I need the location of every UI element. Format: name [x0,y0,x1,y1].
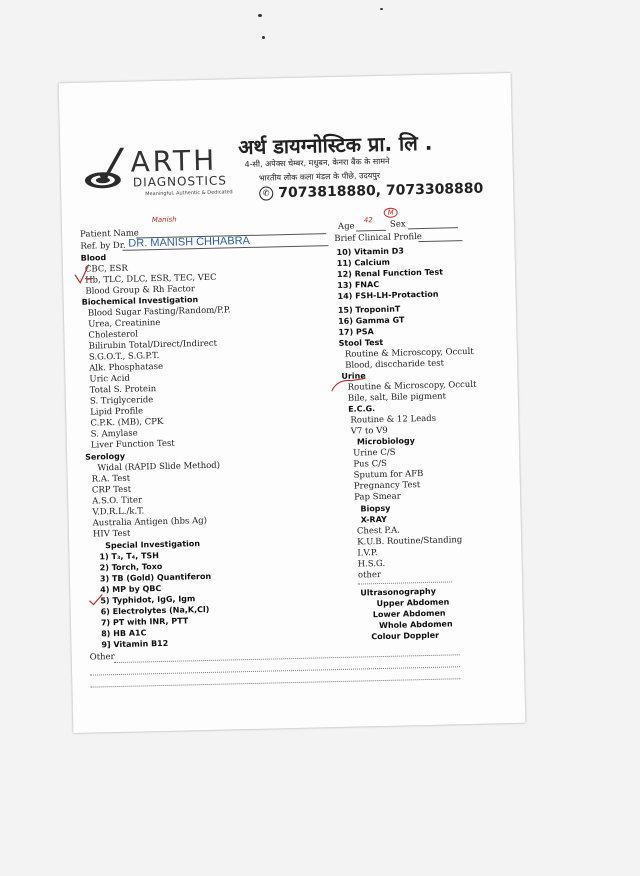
serology-item: HIV Test [92,528,131,540]
other-label: Other [89,652,115,663]
micro-item: Sputum for AFB [353,469,424,481]
special-item: 7) PT with INR, PTT [100,616,189,628]
biochem-item: Cholesterol [88,329,139,341]
ref-label: Ref. by Dr. [80,240,126,252]
xray-section-title: X-RAY [360,514,387,525]
usg-item: Colour Doppler [371,630,440,642]
address-line-1: 4-सी, अपेक्स चेम्बर, मधुबन, केनरा बैंक के सामने [244,156,390,170]
micro-item: Urine C/S [353,447,396,459]
blood-item: CBC, ESR [84,263,128,275]
patient-name-handwritten: Manish [151,215,177,225]
biochem-section-title: Biochemical Investigation [81,295,199,307]
phone-row [259,178,483,202]
blood-item: Blood Group & Rh Factor [85,284,196,297]
ecg-section-title: E.C.G. [348,404,376,414]
numbered-item: 15) TroponinT [337,304,401,315]
blood-item: Hb, TLC, DLC, ESR, TEC, VEC [85,272,217,286]
clinical-profile-line [418,240,462,242]
blood-section-title: Blood [80,253,107,263]
phone-icon: ✆ [259,186,273,200]
scan-speck [258,14,262,17]
stool-item: Routine & Microscopy, Occult [344,346,474,360]
biochem-item: Total S. Protein [89,384,157,396]
usg-section-title: Ultrasonography [360,586,436,598]
sex-label: Sex [389,219,406,230]
red-tick-mark-icon [73,262,96,288]
sex-line [408,227,458,229]
other-dotted-line [90,678,460,687]
logo-name: ARTH [130,143,218,179]
biochem-item: Alk. Phosphatase [89,361,164,374]
biochem-item: C.P.K. (MB), CPK [90,416,164,429]
other-dotted-line [90,666,460,675]
xray-dotted-line [358,581,452,584]
xray-item: Chest P.A. [356,525,401,537]
scan-speck [380,8,383,10]
urine-item: Routine & Microscopy, Occult [347,379,477,393]
ref-doctor-stamp: DR. MANISH CHHABRA [128,234,251,250]
serology-item: V.D.R.L./k.T. [92,506,145,518]
biochem-item: S. Triglyceride [89,395,154,407]
numbered-item: 17) PSA [338,327,374,337]
micro-item: Pap Smear [354,491,401,503]
special-item: 2) Torch, Toxo [99,561,163,573]
numbered-item: 13) FNAC [337,279,380,290]
microbiology-section-title: Microbiology [356,436,416,447]
urine-section-title: Urine [341,371,366,381]
serology-item: Australia Antigen (hbs Ag) [92,515,208,529]
xray-item: other [357,570,382,581]
age-handwritten: 42 [363,216,373,225]
serology-item: A.S.O. Titer [92,495,143,507]
special-item: 1) T₃, T₄, TSH [99,551,160,562]
sex-handwritten: M [384,208,398,218]
numbered-item: 10) Vitamin D3 [336,246,405,257]
clinical-profile-label: Brief Clinical Profile [334,232,422,244]
patient-name-label: Patient Name [80,228,139,240]
numbered-item: 11) Calcium [336,257,391,268]
micro-item: Pregnancy Test [353,480,421,492]
phone-numbers: 7073818880, 7073308880 [278,180,484,202]
target-logo-icon [80,142,133,195]
biochem-item: Urea, Creatinine [88,317,161,330]
serology-item: R.A. Test [91,473,131,485]
stool-section-title: Stool Test [338,337,384,348]
special-item: 4) MP by QBC [100,584,162,595]
biochem-item: Liver Function Test [90,438,175,451]
biochem-item: Blood Sugar Fasting/Random/P.P. [87,305,231,319]
usg-item: Whole Abdomen [378,619,453,631]
stool-item: Blood, discchari​de test [345,358,445,371]
special-item: 6) Electrolytes (Na,K,Cl) [100,604,210,617]
xray-item: H.S.G. [357,558,386,570]
age-line [356,230,386,232]
logo-tagline: Meaningful, Authentic & Dedicated [145,189,233,198]
ecg-item: Routine & 12 Leads [350,413,437,426]
age-label: Age [337,221,355,232]
special-section-title: Special Investigation [105,539,201,551]
numbered-item: 16) Gamma GT [338,315,405,326]
address-line-2: भारतीय लोक कला मंडल के पीछे, उदयपुर [258,170,381,183]
urine-item: Bile, salt, Bile pigment [347,391,447,404]
special-item: 3) TB (Gold) Quantiferon [99,571,212,584]
biochem-item: Lipid Profile [90,406,144,418]
numbered-item: 14) FSH-LH-Protaction [337,289,439,301]
biochem-item: S. Amylase [90,428,138,440]
special-item: 5) Typhidot, IgG, Igm [100,594,196,606]
arth-logo [80,142,133,199]
serology-item: Widal (RAPID Slide Method) [97,460,221,474]
serology-section-title: Serology [85,451,126,462]
ecg-item: V7 to V9 [350,425,388,437]
xray-item: K.U.B. Routine/Standing [357,535,463,548]
other-dotted-line [114,654,460,663]
special-item: 9] Vitamin B12 [101,638,169,650]
micro-item: Pus C/S [353,458,387,470]
lab-name-hindi: अर्थ डायग्नोस्टिक प्रा. लि . [237,130,433,160]
serology-item: CRP Test [91,484,132,496]
biochem-item: Bilirubin Total/Direct/Indirect [88,338,218,352]
logo-sub: DIAGNOSTICS [132,173,228,190]
usg-item: Upper Abdomen [376,597,450,609]
biochem-item: Uric Acid [89,373,130,385]
scan-speck [262,36,265,39]
red-tick-mark-icon [88,592,104,606]
biochem-item: S.G.O.T., S.G.P.T. [88,351,160,363]
prescription-form [59,73,526,733]
biopsy-section-title: Biopsy [360,503,391,514]
usg-item: Lower Abdomen [372,608,446,620]
special-item: 8) HB A1C [101,628,147,639]
numbered-item: 12) Renal Function Test [336,267,444,279]
xray-item: I.V.P. [357,548,378,559]
